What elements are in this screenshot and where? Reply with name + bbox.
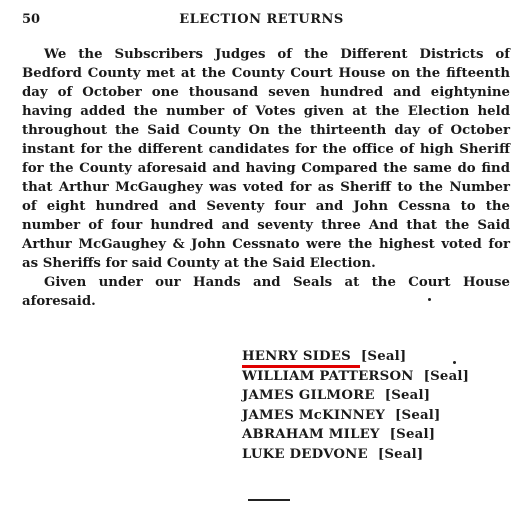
signature-line (242, 425, 469, 445)
seal-label: [Seal] (384, 388, 431, 403)
page-number: 50 (22, 12, 41, 27)
seal-label: [Seal] (389, 427, 436, 442)
seal-label: [Seal] (377, 446, 424, 462)
seal-label: [Seal] (423, 368, 470, 384)
seal-label: [Seal] (360, 349, 407, 364)
signature-line (242, 367, 469, 387)
signer-name: JAMES GILMORE (242, 388, 375, 403)
signer-name: JAMES McKINNEY (242, 407, 386, 423)
document-body (22, 45, 510, 311)
signer-name: HENRY SIDES (242, 349, 351, 364)
stray-dot-mark (428, 298, 431, 301)
signer-name: LUKE DEDVONE (242, 446, 368, 462)
signer-name: ABRAHAM MILEY (242, 427, 380, 442)
section-rule (248, 499, 290, 501)
stray-dot-mark (453, 361, 456, 364)
seal-label: [Seal] (395, 407, 441, 423)
signer-name: WILLIAM PATTERSON (242, 368, 414, 384)
red-underline-annotation (242, 365, 360, 368)
signature-line (242, 445, 469, 465)
signature-line (242, 406, 469, 426)
returns-paragraph: We the Subscribers Judges of the Different Districts of Bedford County met at the County Court House on the fifteenth day of October one thousand seven hundred and eightynine having added the number of Votes given at the Election held throughout the Said County On the thirteenth day of October instant for the different candidates for the office of high Sheriff for the County aforesaid and having Compared the same do find that Arthur McGaughey was voted for as Sheriff to the Number of eight hundred and Seventy four and John Cessna to the number of four hundred and seventy three And that the Said Arthur McGaughey & John Cessnato were the highest voted for as Sheriffs for said County at the Said Election. (22, 47, 510, 271)
running-title: ELECTION RETURNS (179, 12, 344, 27)
given-paragraph: Given under our Hands and Seals at the Court House aforesaid. (22, 275, 510, 309)
signature-line (242, 386, 469, 406)
signature-line (242, 347, 469, 367)
